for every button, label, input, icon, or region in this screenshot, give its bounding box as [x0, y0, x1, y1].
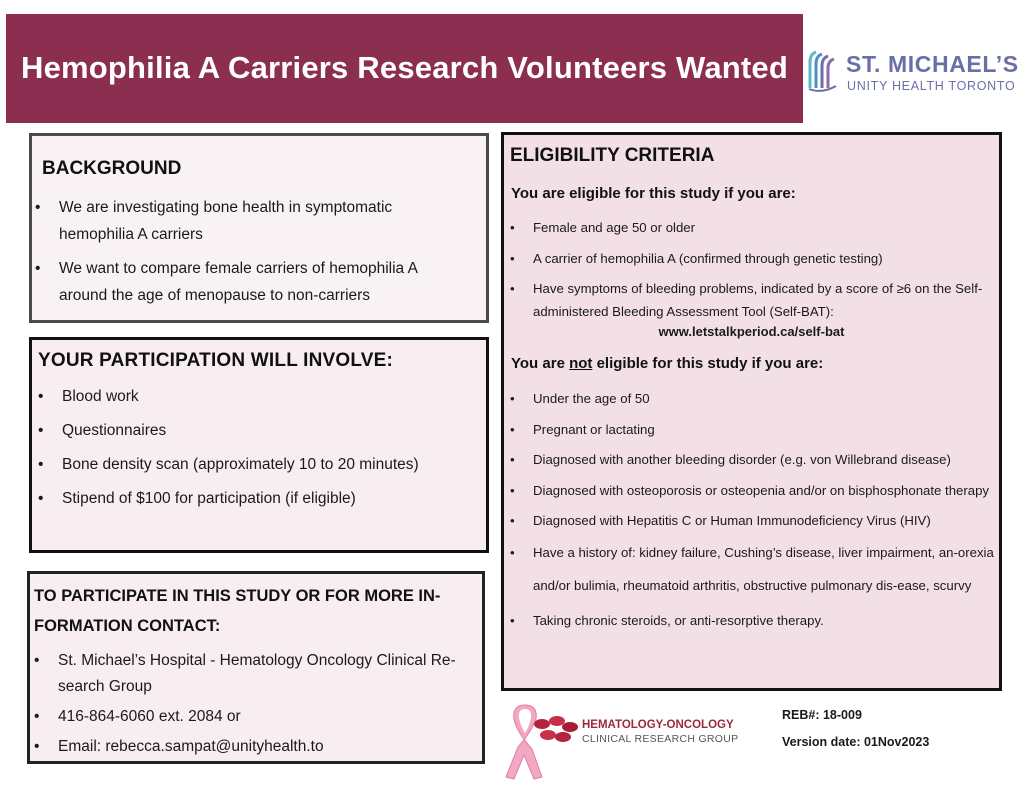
not-eligible-heading-post: eligible for this study if you are:	[592, 355, 824, 372]
not-eligible-heading	[511, 355, 823, 372]
list-item: • We want to compare female carriers of hemophilia A around the age of menopause to non-carriers	[59, 255, 469, 309]
self-bat-link[interactable]: www.letstalkperiod.ca/self-bat	[658, 324, 845, 339]
email-item[interactable]: • Email: rebecca.sampat@unityhealth.to	[58, 734, 476, 760]
list-item: • Under the age of 50	[533, 388, 995, 411]
list-item: • Questionnaires	[62, 421, 472, 455]
not-eligible-heading-pre: You are	[511, 355, 570, 372]
logo-subtitle: UNITY HEALTH TORONTO	[847, 79, 1016, 93]
list-item: • We are investigating bone health in symptomatic hemophilia A carriers	[59, 194, 469, 248]
list-item: • Taking chronic steroids, or anti-resorptive therapy.	[533, 610, 995, 633]
list-item: • St. Michael’s Hospital - Hematology Oncology Clinical Re-search Group	[58, 648, 476, 700]
eligible-heading: You are eligible for this study if you are:	[511, 185, 796, 202]
reb-number: REB#: 18-009	[782, 708, 862, 722]
blood-cells-icon	[532, 714, 582, 744]
background-list	[59, 194, 469, 316]
logo-name: ST. MICHAEL’S	[846, 51, 1019, 77]
list-item: • Diagnosed with another bleeding disorder (e.g. von Willebrand disease)	[533, 449, 995, 472]
eligibility-heading: ELIGIBILITY CRITERIA	[510, 145, 715, 166]
eligibility-section	[501, 132, 1002, 691]
group-subtitle: CLINICAL RESEARCH GROUP	[582, 733, 739, 745]
participation-section	[29, 337, 489, 553]
eligible-list	[533, 217, 995, 323]
stmichaels-logo	[806, 46, 1021, 96]
list-item: • Diagnosed with Hepatitis C or Human Immunodeficiency Virus (HIV)	[533, 510, 995, 533]
contact-list	[58, 648, 476, 764]
participation-list	[62, 387, 472, 523]
list-item: • Have a history of: kidney failure, Cushing’s disease, liver impairment, an-orexia and/or bulimia, rheumatoid arthritis, obstructive pulmonary dis-ease, scurvy	[533, 536, 995, 602]
list-item: • Diagnosed with osteoporosis or osteopenia and/or on bisphosphonate therapy	[533, 480, 995, 503]
list-item: • 416-864-6060 ext. 2084 or	[58, 704, 476, 730]
list-item: • A carrier of hemophilia A (confirmed through genetic testing)	[533, 248, 995, 271]
list-item: • Bone density scan (approximately 10 to 20 minutes)	[62, 455, 472, 489]
group-name: HEMATOLOGY-ONCOLOGY	[582, 719, 734, 731]
list-item: • Female and age 50 or older	[533, 217, 995, 240]
background-section	[29, 133, 489, 323]
title-banner	[6, 14, 803, 123]
version-date: Version date: 01Nov2023	[782, 735, 930, 749]
page-title: Hemophilia A Carriers Research Volunteers Wanted	[20, 50, 789, 85]
list-item: • Stipend of $100 for participation (if eligible)	[62, 489, 472, 523]
stmichaels-logo-icon	[806, 48, 838, 92]
participation-heading: YOUR PARTICIPATION WILL INVOLVE:	[38, 350, 394, 371]
background-heading: BACKGROUND	[42, 158, 182, 179]
contact-heading: TO PARTICIPATE IN THIS STUDY OR FOR MORE IN-FORMATION CONTACT:	[34, 587, 441, 635]
contact-section	[27, 571, 485, 764]
list-item: • Have symptoms of bleeding problems, indicated by a score of ≥6 on the Self-administered Bleeding Assessment Tool (Self-BAT):	[533, 278, 995, 323]
list-item: • Pregnant or lactating	[533, 419, 995, 442]
list-item: • Blood work	[62, 387, 472, 421]
not-eligible-list	[533, 388, 995, 632]
not-eligible-heading-not: not	[569, 355, 593, 372]
hematology-oncology-logo	[502, 697, 742, 781]
